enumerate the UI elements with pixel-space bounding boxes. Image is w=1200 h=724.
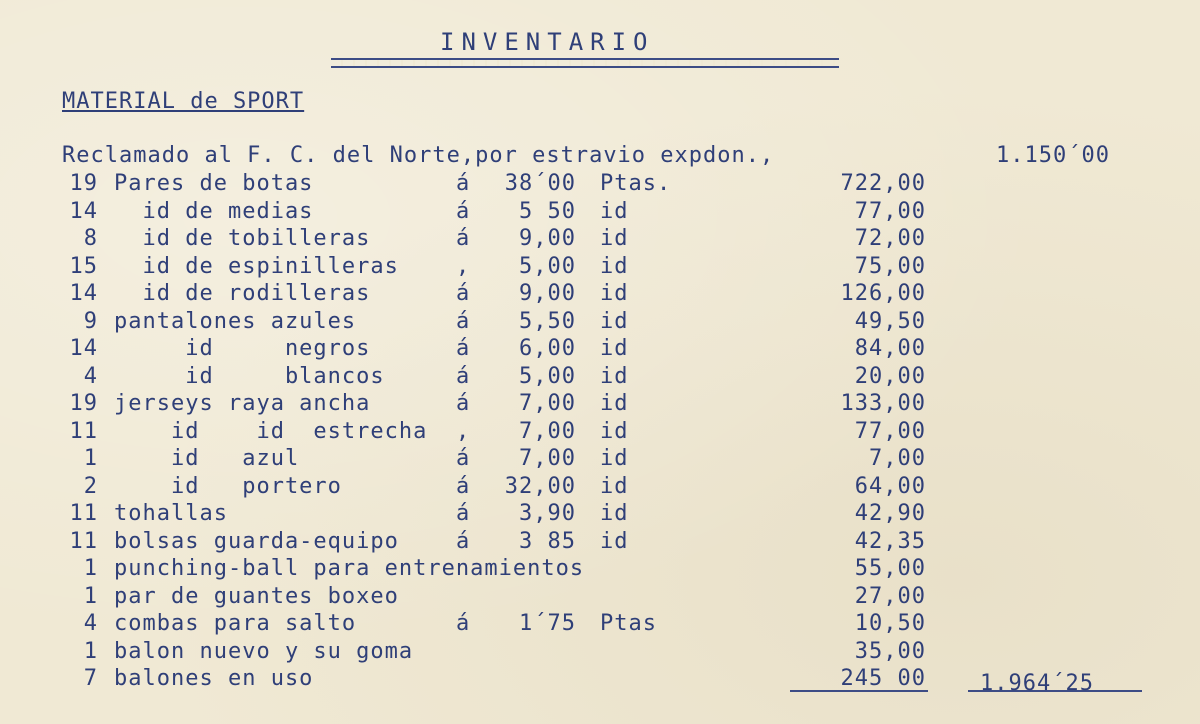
table-row bbox=[0, 225, 1200, 253]
table-row bbox=[0, 170, 1200, 198]
table-row bbox=[0, 390, 1200, 418]
row-unit: id bbox=[600, 501, 629, 526]
row-description: id portero bbox=[114, 473, 342, 499]
row-unit-price: 7,00 bbox=[519, 446, 576, 471]
row-unit-price: 1´75 bbox=[519, 611, 576, 636]
row-unit: id bbox=[600, 391, 629, 416]
row-unit-price: 6,00 bbox=[519, 336, 576, 361]
row-qty: 14 bbox=[69, 336, 98, 361]
row-qty: 2 bbox=[83, 473, 98, 499]
row-unit-price: 32,00 bbox=[504, 473, 576, 499]
row-unit-price: 5 50 bbox=[519, 198, 576, 224]
row-unit: id bbox=[600, 363, 629, 389]
row-unit: id bbox=[600, 473, 629, 499]
row-at-sign: á bbox=[456, 171, 471, 196]
row-unit-price: 5,00 bbox=[519, 253, 576, 279]
row-qty: 8 bbox=[83, 226, 98, 251]
grand-total: 1.964´25 bbox=[980, 671, 1094, 696]
row-qty: 14 bbox=[69, 281, 98, 306]
row-unit-price: 7,00 bbox=[519, 418, 576, 444]
row-amount: 72,00 bbox=[854, 226, 926, 251]
row-amount: 64,00 bbox=[854, 473, 926, 499]
table-row bbox=[0, 335, 1200, 363]
row-at-sign: á bbox=[456, 528, 471, 554]
row-amount: 27,00 bbox=[854, 583, 926, 609]
row-unit-price: 3 85 bbox=[519, 528, 576, 554]
row-amount: 10,50 bbox=[854, 611, 926, 636]
row-amount: 55,00 bbox=[854, 556, 926, 581]
subtotal-rule bbox=[790, 690, 928, 692]
intro-line: Reclamado al F. C. del Norte,por estravio expdon., bbox=[62, 143, 775, 168]
row-description: Pares de botas bbox=[114, 171, 314, 196]
row-qty: 1 bbox=[83, 556, 98, 581]
row-at-sign: á bbox=[456, 336, 471, 361]
section-heading: MATERIAL de SPORT bbox=[62, 89, 305, 114]
table-row bbox=[0, 363, 1200, 391]
row-at-sign: á bbox=[456, 611, 471, 636]
row-amount: 245 00 bbox=[840, 666, 926, 691]
row-at-sign: á bbox=[456, 473, 471, 499]
row-amount: 75,00 bbox=[854, 253, 926, 279]
table-row bbox=[0, 253, 1200, 281]
row-qty: 11 bbox=[69, 501, 98, 526]
row-unit-price: 38´00 bbox=[504, 171, 576, 196]
row-amount: 126,00 bbox=[840, 281, 926, 306]
row-unit-price: 9,00 bbox=[519, 281, 576, 306]
row-at-sign: á bbox=[456, 281, 471, 306]
table-row bbox=[0, 473, 1200, 501]
row-amount: 7,00 bbox=[869, 446, 926, 471]
table-row bbox=[0, 198, 1200, 226]
row-unit: id bbox=[600, 226, 629, 251]
row-amount: 77,00 bbox=[854, 418, 926, 444]
row-description: pantalones azules bbox=[114, 308, 357, 334]
row-unit: Ptas. bbox=[600, 171, 672, 196]
row-description: par de guantes boxeo bbox=[114, 583, 399, 609]
row-unit: id bbox=[600, 308, 629, 334]
row-unit: id bbox=[600, 528, 629, 554]
row-at-sign: á bbox=[456, 198, 471, 224]
row-at-sign: , bbox=[456, 418, 471, 444]
row-at-sign: á bbox=[456, 308, 471, 334]
row-unit-price: 7,00 bbox=[519, 391, 576, 416]
row-qty: 4 bbox=[83, 611, 98, 636]
row-at-sign: á bbox=[456, 226, 471, 251]
row-qty: 14 bbox=[69, 198, 98, 224]
row-at-sign: á bbox=[456, 363, 471, 389]
row-description: id blancos bbox=[114, 363, 385, 389]
document-title: INVENTARIO bbox=[440, 28, 655, 56]
row-unit: id bbox=[600, 336, 629, 361]
row-qty: 15 bbox=[69, 253, 98, 279]
row-unit-price: 5,00 bbox=[519, 363, 576, 389]
row-qty: 11 bbox=[69, 528, 98, 554]
row-description: combas para salto bbox=[114, 611, 357, 636]
row-amount: 42,90 bbox=[854, 501, 926, 526]
row-at-sign: , bbox=[456, 253, 471, 279]
row-qty: 7 bbox=[83, 666, 98, 691]
table-row bbox=[0, 418, 1200, 446]
table-row bbox=[0, 583, 1200, 611]
row-unit: id bbox=[600, 253, 629, 279]
table-row bbox=[0, 280, 1200, 308]
row-description: id de espinilleras bbox=[114, 253, 399, 279]
row-unit: Ptas bbox=[600, 611, 657, 636]
row-qty: 1 bbox=[83, 583, 98, 609]
row-amount: 35,00 bbox=[854, 638, 926, 664]
row-unit: id bbox=[600, 446, 629, 471]
title-double-underline bbox=[331, 58, 839, 68]
table-row bbox=[0, 638, 1200, 666]
row-amount: 84,00 bbox=[854, 336, 926, 361]
row-at-sign: á bbox=[456, 391, 471, 416]
row-qty: 1 bbox=[83, 638, 98, 664]
row-qty: 9 bbox=[83, 308, 98, 334]
row-qty: 19 bbox=[69, 171, 98, 196]
row-qty: 4 bbox=[83, 363, 98, 389]
row-amount: 20,00 bbox=[854, 363, 926, 389]
table-row bbox=[0, 308, 1200, 336]
row-description: id azul bbox=[114, 446, 300, 471]
row-qty: 19 bbox=[69, 391, 98, 416]
row-description: balon nuevo y su goma bbox=[114, 638, 414, 664]
table-row bbox=[0, 445, 1200, 473]
row-description: balones en uso bbox=[114, 666, 314, 691]
row-description: id negros bbox=[114, 336, 371, 361]
row-unit: id bbox=[600, 418, 629, 444]
table-row bbox=[0, 528, 1200, 556]
row-amount: 722,00 bbox=[840, 171, 926, 196]
intro-amount: 1.150´00 bbox=[996, 143, 1110, 168]
row-amount: 77,00 bbox=[854, 198, 926, 224]
row-unit-price: 5,50 bbox=[519, 308, 576, 334]
row-description: id de medias bbox=[114, 198, 314, 224]
row-unit-price: 9,00 bbox=[519, 226, 576, 251]
row-description: id de rodilleras bbox=[114, 281, 371, 306]
row-description: id id estrecha bbox=[114, 418, 428, 444]
row-unit: id bbox=[600, 198, 629, 224]
row-description: bolsas guarda-equipo bbox=[114, 528, 399, 554]
row-amount: 133,00 bbox=[840, 391, 926, 416]
row-unit-price: 3,90 bbox=[519, 501, 576, 526]
table-row bbox=[0, 500, 1200, 528]
row-at-sign: á bbox=[456, 446, 471, 471]
row-description: tohallas bbox=[114, 501, 228, 526]
row-description: punching-ball para entrenamientos bbox=[114, 556, 585, 581]
row-amount: 49,50 bbox=[854, 308, 926, 334]
table-row bbox=[0, 610, 1200, 638]
table-row bbox=[0, 555, 1200, 583]
row-qty: 1 bbox=[83, 446, 98, 471]
row-at-sign: á bbox=[456, 501, 471, 526]
row-qty: 11 bbox=[69, 418, 98, 444]
row-description: jerseys raya ancha bbox=[114, 391, 371, 416]
row-unit: id bbox=[600, 281, 629, 306]
row-amount: 42,35 bbox=[854, 528, 926, 554]
row-description: id de tobilleras bbox=[114, 226, 371, 251]
